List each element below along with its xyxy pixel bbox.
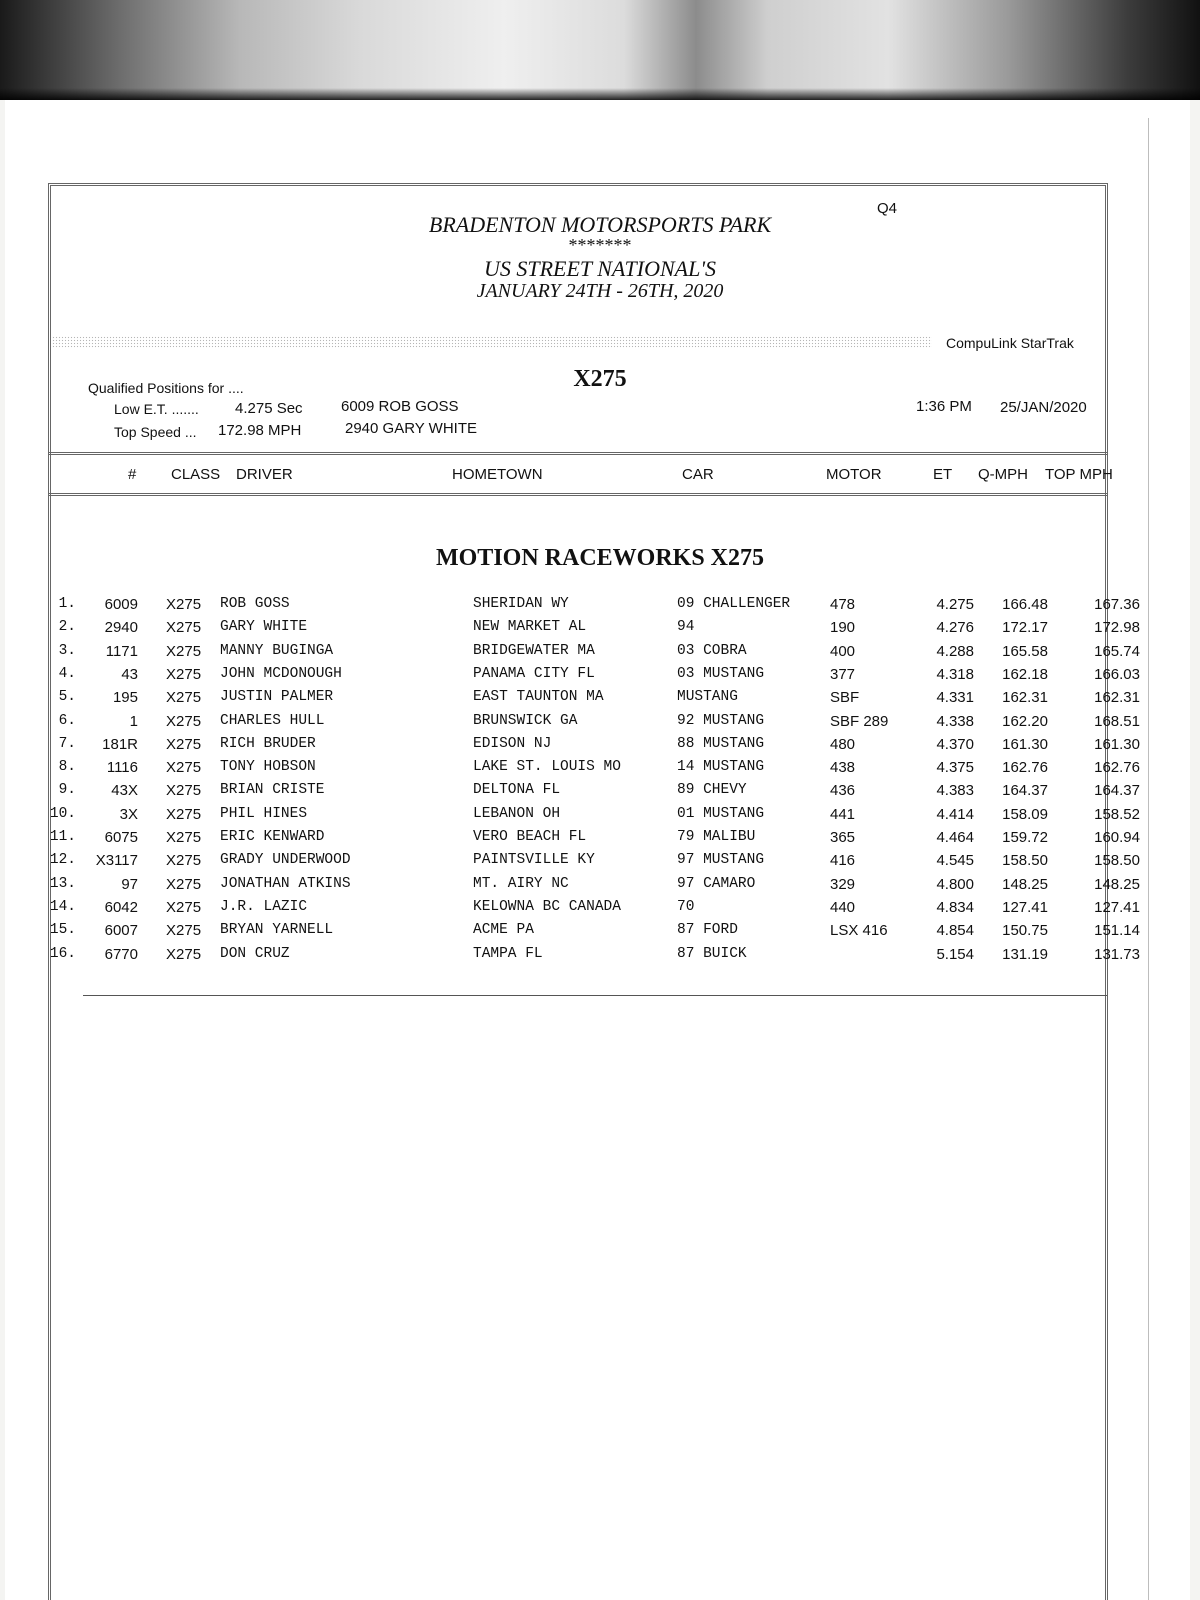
cell-top-mph: 158.50 <box>1094 852 1140 870</box>
cell-top-mph: 164.37 <box>1094 782 1140 800</box>
cell-class: X275 <box>166 712 202 730</box>
cell-motor: 329 <box>830 875 856 893</box>
cell-top-mph: 160.94 <box>1094 829 1140 846</box>
cell-et: 4.834 <box>936 898 974 916</box>
cell-driver: JUSTIN PALMER <box>220 689 334 706</box>
cell-class: X275 <box>166 665 202 683</box>
table-row <box>0 806 1200 828</box>
table-row <box>0 946 1200 968</box>
table-row <box>0 829 1200 851</box>
cell-car: 87 FORD <box>677 922 738 939</box>
cell-car-number: 6007 <box>104 922 138 940</box>
cell-top-mph: 161.30 <box>1094 735 1140 753</box>
cell-car-number: X3117 <box>95 852 138 870</box>
cell-driver: GRADY UNDERWOOD <box>220 852 351 869</box>
cell-qmph: 162.31 <box>1002 689 1048 707</box>
cell-hometown: NEW MARKET AL <box>473 619 587 636</box>
cell-hometown: PANAMA CITY FL <box>473 665 595 682</box>
cell-motor: 377 <box>830 665 856 683</box>
title-stars: ******* <box>568 235 632 255</box>
cell-top-mph: 172.98 <box>1094 619 1140 637</box>
cell-car: 09 CHALLENGER <box>677 596 791 612</box>
cell-car: 97 CAMARO <box>677 875 756 892</box>
cell-et: 4.318 <box>936 665 974 683</box>
cell-qmph: 162.18 <box>1002 665 1048 683</box>
cell-driver: CHARLES HULL <box>220 712 325 729</box>
cell-top-mph: 162.76 <box>1094 759 1140 777</box>
cell-top-mph: 127.41 <box>1094 898 1140 916</box>
cell-motor: SBF <box>830 689 860 707</box>
dotted-band <box>52 336 932 348</box>
cell-et: 4.375 <box>936 759 974 777</box>
cell-car-number: 1116 <box>106 759 138 777</box>
cell-et: 4.288 <box>936 642 974 660</box>
table-row <box>0 596 1200 618</box>
table-row <box>0 782 1200 804</box>
cell-qmph: 148.25 <box>1002 875 1048 893</box>
cell-motor: 438 <box>830 759 856 777</box>
cell-qmph: 172.17 <box>1002 619 1048 637</box>
cell-car-number: 2940 <box>104 619 138 637</box>
cell-class: X275 <box>166 782 202 800</box>
venue-title: BRADENTON MOTORSPORTS PARK <box>428 212 772 237</box>
table-row <box>0 619 1200 641</box>
cell-position: 4. <box>58 665 76 682</box>
cell-driver: JONATHAN ATKINS <box>220 875 351 892</box>
cell-hometown: ACME PA <box>473 922 534 939</box>
cell-qmph: 164.37 <box>1002 782 1048 800</box>
cell-qmph: 165.58 <box>1002 642 1048 660</box>
cell-position: 9. <box>58 782 76 799</box>
cell-hometown: TAMPA FL <box>473 945 543 962</box>
cell-motor: 190 <box>830 619 856 637</box>
cell-class: X275 <box>166 759 202 777</box>
cell-position: 1. <box>58 596 76 612</box>
cell-driver: ROB GOSS <box>220 596 290 612</box>
cell-qmph: 162.76 <box>1002 759 1048 777</box>
cell-qmph: 131.19 <box>1002 945 1048 963</box>
cell-car-number: 43 <box>121 665 138 683</box>
cell-motor: 400 <box>830 642 856 660</box>
cell-et: 4.545 <box>936 852 974 870</box>
cell-car-number: 97 <box>121 875 138 893</box>
cell-top-mph: 162.31 <box>1094 689 1140 707</box>
cell-qmph: 162.20 <box>1002 712 1048 730</box>
table-row <box>0 899 1200 921</box>
col-motor: MOTOR <box>826 466 882 483</box>
cell-hometown: LAKE ST. LOUIS MO <box>473 759 621 776</box>
col-et: ET <box>933 466 953 483</box>
cell-car: 79 MALIBU <box>677 829 756 845</box>
col-class: CLASS <box>171 466 221 483</box>
round-label: Q4 <box>877 200 898 217</box>
cell-car-number: 195 <box>112 689 138 707</box>
cell-motor: 365 <box>830 829 856 846</box>
cell-driver: RICH BRUDER <box>220 735 316 752</box>
event-title: US STREET NATIONAL'S <box>483 256 717 281</box>
cell-top-mph: 148.25 <box>1094 875 1140 893</box>
cell-class: X275 <box>166 898 202 916</box>
top-speed-value: 172.98 MPH <box>218 422 302 439</box>
low-et-label: Low E.T. ....... <box>114 401 199 417</box>
event-dates: JANUARY 24TH - 26TH, 2020 <box>476 280 724 302</box>
cell-position: 11. <box>49 829 76 845</box>
class-code: X275 <box>573 366 627 392</box>
cell-car-number: 6042 <box>104 898 138 916</box>
cell-et: 4.464 <box>936 829 974 846</box>
cell-et: 4.370 <box>936 735 974 753</box>
low-et-holder: 6009 ROB GOSS <box>341 398 459 415</box>
top-speed-holder: 2940 GARY WHITE <box>345 420 477 437</box>
table-row <box>0 876 1200 898</box>
header-rule-bottom <box>48 493 1108 496</box>
cell-car: 70 <box>677 898 695 915</box>
cell-position: 5. <box>58 689 76 706</box>
qualified-label: Qualified Positions for .... <box>88 380 244 396</box>
cell-motor: 436 <box>830 782 856 800</box>
cell-class: X275 <box>166 829 202 846</box>
cell-class: X275 <box>166 596 202 613</box>
cell-driver: MANNY BUGINGA <box>220 642 334 659</box>
cell-et: 4.276 <box>936 619 974 637</box>
cell-et: 4.331 <box>936 689 974 707</box>
col-driver: DRIVER <box>236 466 293 483</box>
table-row <box>0 736 1200 758</box>
cell-driver: BRIAN CRISTE <box>220 782 325 799</box>
cell-et: 4.275 <box>936 596 974 613</box>
cell-position: 13. <box>49 875 76 892</box>
table-row <box>0 759 1200 781</box>
cell-hometown: BRIDGEWATER MA <box>473 642 595 659</box>
cell-class: X275 <box>166 945 202 963</box>
cell-driver: TONY HOBSON <box>220 759 316 776</box>
cell-motor: 440 <box>830 898 856 916</box>
cell-et: 4.854 <box>936 922 974 940</box>
cell-class: X275 <box>166 805 202 823</box>
cell-et: 4.338 <box>936 712 974 730</box>
cell-class: X275 <box>166 922 202 940</box>
table-row <box>0 922 1200 944</box>
section-title: MOTION RACEWORKS X275 <box>435 545 765 571</box>
cell-car-number: 181R <box>102 735 138 753</box>
cell-hometown: KELOWNA BC CANADA <box>473 898 621 915</box>
cell-class: X275 <box>166 875 202 893</box>
cell-position: 16. <box>49 945 76 962</box>
cell-et: 4.383 <box>936 782 974 800</box>
cell-car: 88 MUSTANG <box>677 735 765 752</box>
cell-driver: GARY WHITE <box>220 619 308 636</box>
cell-car-number: 1 <box>129 712 138 730</box>
cell-top-mph: 151.14 <box>1094 922 1140 940</box>
cell-et: 4.414 <box>936 805 974 823</box>
cell-car: 97 MUSTANG <box>677 852 765 869</box>
cell-position: 3. <box>58 642 76 659</box>
cell-driver: ERIC KENWARD <box>220 829 325 845</box>
cell-class: X275 <box>166 689 202 707</box>
cell-position: 15. <box>49 922 76 939</box>
cell-hometown: BRUNSWICK GA <box>473 712 578 729</box>
photo-shadow-band <box>0 0 1200 100</box>
cell-hometown: EDISON NJ <box>473 735 552 752</box>
cell-motor: 480 <box>830 735 856 753</box>
cell-qmph: 150.75 <box>1002 922 1048 940</box>
cell-car: 89 CHEVY <box>677 782 747 799</box>
cell-driver: PHIL HINES <box>220 805 308 822</box>
cell-motor: 478 <box>830 596 856 613</box>
report-date: 25/JAN/2020 <box>1000 399 1087 416</box>
cell-top-mph: 165.74 <box>1094 642 1140 660</box>
cell-hometown: EAST TAUNTON MA <box>473 689 604 706</box>
software-label: CompuLink StarTrak <box>946 335 1074 351</box>
col-topmph: TOP MPH <box>1045 466 1113 483</box>
col-hometown: HOMETOWN <box>452 466 543 483</box>
cell-car: 87 BUICK <box>677 945 747 962</box>
cell-et: 5.154 <box>936 945 974 963</box>
cell-qmph: 158.09 <box>1002 805 1048 823</box>
cell-car-number: 3X <box>119 805 138 823</box>
cell-qmph: 127.41 <box>1002 898 1048 916</box>
cell-qmph: 161.30 <box>1002 735 1048 753</box>
cell-car-number: 1171 <box>105 642 138 660</box>
cell-car-number: 6075 <box>104 829 138 846</box>
cell-qmph: 158.50 <box>1002 852 1048 870</box>
cell-motor: 416 <box>830 852 856 870</box>
cell-top-mph: 131.73 <box>1094 945 1140 963</box>
cell-car: 94 <box>677 619 695 636</box>
cell-position: 6. <box>58 712 76 729</box>
cell-driver: JOHN MCDONOUGH <box>220 665 342 682</box>
cell-qmph: 166.48 <box>1002 596 1048 613</box>
top-speed-label: Top Speed ... <box>114 424 197 440</box>
table-row <box>0 666 1200 688</box>
col-num: # <box>128 466 137 483</box>
cell-driver: BRYAN YARNELL <box>220 922 334 939</box>
cell-hometown: VERO BEACH FL <box>473 829 587 845</box>
cell-car: 01 MUSTANG <box>677 805 765 822</box>
cell-driver: DON CRUZ <box>220 945 290 962</box>
cell-qmph: 159.72 <box>1002 829 1048 846</box>
cell-car: 92 MUSTANG <box>677 712 765 729</box>
cell-car-number: 6009 <box>104 596 138 613</box>
table-row <box>0 643 1200 665</box>
cell-car: 03 MUSTANG <box>677 665 765 682</box>
cell-hometown: PAINTSVILLE KY <box>473 852 595 869</box>
cell-top-mph: 166.03 <box>1094 665 1140 683</box>
cell-position: 8. <box>58 759 76 776</box>
cell-driver: J.R. LAZIC <box>220 898 308 915</box>
table-end-rule <box>83 995 1107 996</box>
cell-top-mph: 167.36 <box>1094 596 1140 613</box>
cell-class: X275 <box>166 619 202 637</box>
cell-class: X275 <box>166 642 202 660</box>
cell-car-number: 43X <box>111 782 138 800</box>
cell-car: MUSTANG <box>677 689 738 706</box>
cell-hometown: DELTONA FL <box>473 782 561 799</box>
table-row <box>0 689 1200 711</box>
header-rule-top <box>48 452 1108 455</box>
cell-position: 12. <box>49 852 76 869</box>
cell-hometown: MT. AIRY NC <box>473 875 569 892</box>
col-qmph: Q-MPH <box>978 466 1028 483</box>
cell-position: 14. <box>49 898 76 915</box>
cell-top-mph: 158.52 <box>1094 805 1140 823</box>
cell-hometown: LEBANON OH <box>473 805 561 822</box>
cell-class: X275 <box>166 735 202 753</box>
cell-hometown: SHERIDAN WY <box>473 596 569 612</box>
low-et-value: 4.275 Sec <box>235 400 303 417</box>
table-row <box>0 852 1200 874</box>
cell-motor: LSX 416 <box>830 922 888 940</box>
cell-position: 7. <box>58 735 76 752</box>
table-row <box>0 713 1200 735</box>
cell-et: 4.800 <box>936 875 974 893</box>
cell-car: 03 COBRA <box>677 642 747 659</box>
cell-position: 10. <box>49 805 76 822</box>
cell-car-number: 6770 <box>104 945 138 963</box>
report-time: 1:36 PM <box>916 398 972 415</box>
cell-top-mph: 168.51 <box>1094 712 1140 730</box>
cell-car: 14 MUSTANG <box>677 759 765 776</box>
cell-class: X275 <box>166 852 202 870</box>
cell-position: 2. <box>58 619 76 636</box>
col-car: CAR <box>682 466 714 483</box>
cell-motor: SBF 289 <box>830 712 889 730</box>
cell-motor: 441 <box>830 805 856 823</box>
